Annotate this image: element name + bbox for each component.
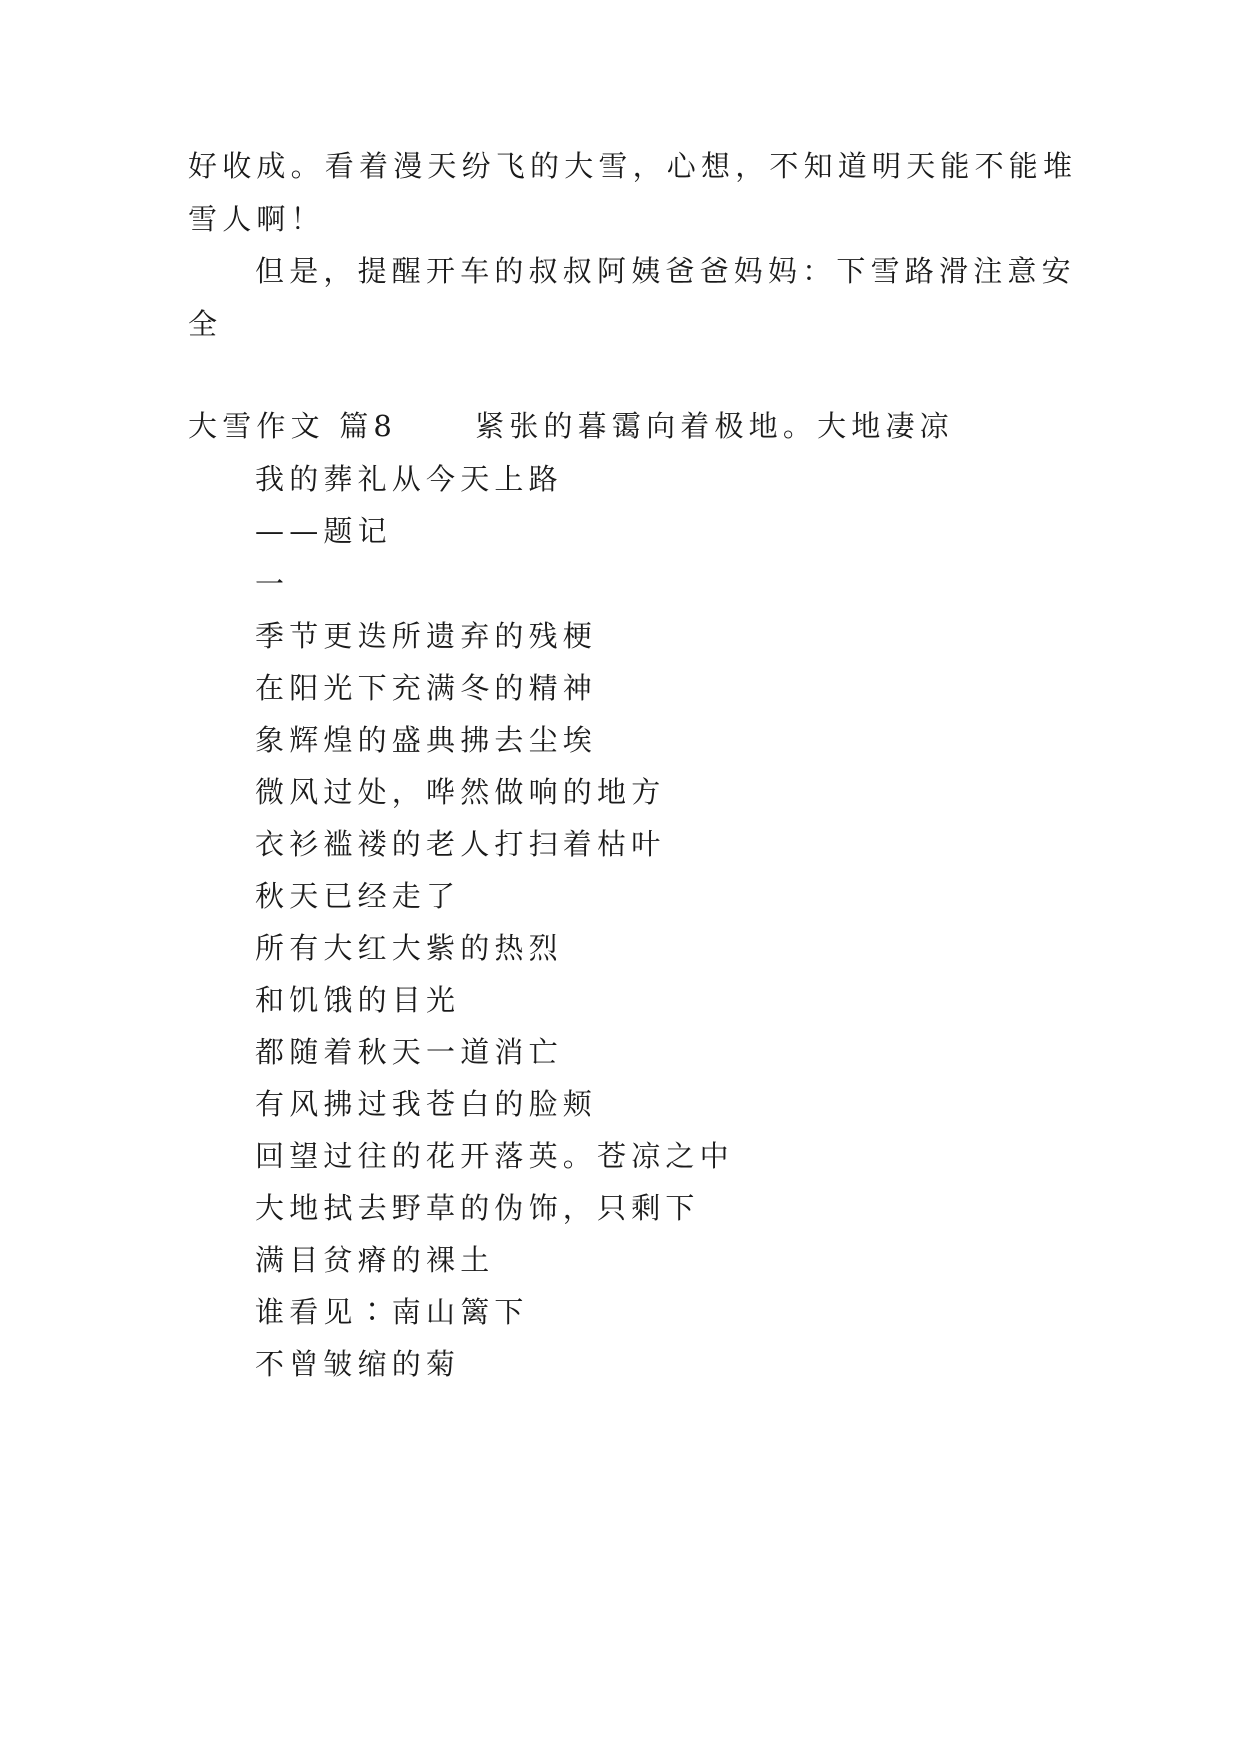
section-heading-line [188, 409, 954, 443]
poem-line: 我的葬礼从今天上路 [255, 462, 563, 496]
poem-line: 衣衫褴褛的老人打扫着枯叶 [255, 827, 666, 861]
paragraph-line: 全 [188, 307, 223, 341]
poem-line: 满目贫瘠的裸土 [255, 1243, 495, 1277]
paragraph-line: 好收成。看着漫天纷飞的大雪，心想，不知道明天能不能堆 [188, 149, 1078, 183]
poem-line: 不曾皱缩的菊 [255, 1347, 461, 1381]
poem-line: 象辉煌的盛典拂去尘埃 [255, 723, 598, 757]
paragraph-line: 但是，提醒开车的叔叔阿姨爸爸妈妈：下雪路滑注意安 [255, 254, 1076, 288]
poem-line: 有风拂过我苍白的脸颊 [255, 1087, 598, 1121]
poem-stanza-number: 一 [255, 567, 290, 601]
poem-line: 大地拭去野草的伪饰，只剩下 [255, 1191, 700, 1225]
poem-line: 在阳光下充满冬的精神 [255, 671, 598, 705]
poem-line: 微风过处，哗然做响的地方 [255, 775, 666, 809]
poem-line: 季节更迭所遗弃的残梗 [255, 619, 598, 653]
poem-line: 所有大红大紫的热烈 [255, 931, 563, 965]
poem-line: 秋天已经走了 [255, 879, 461, 913]
poem-first-line: 紧张的暮霭向着极地。大地凄凉 [475, 409, 954, 443]
poem-line: 和饥饿的目光 [255, 983, 461, 1017]
paragraph-line: 雪人啊！ [188, 202, 325, 236]
poem-line: 谁看见∶南山篱下 [255, 1295, 529, 1329]
poem-epigraph-label: ——题记 [255, 514, 392, 548]
poem-line: 回望过往的花开落英。苍凉之中 [255, 1139, 734, 1173]
section-title: 大雪作文 篇8 [188, 409, 398, 443]
poem-line: 都随着秋天一道消亡 [255, 1035, 563, 1069]
